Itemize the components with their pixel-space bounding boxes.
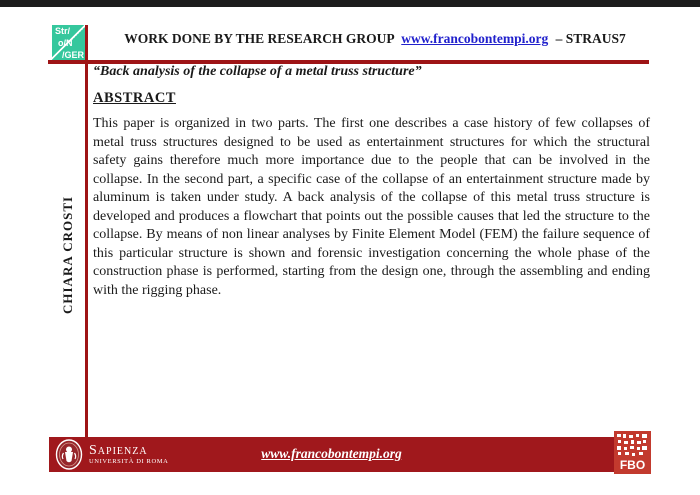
- header-website-link[interactable]: www.francobontempi.org: [401, 31, 549, 46]
- abstract-heading: ABSTRACT: [93, 90, 176, 106]
- logo-line-2: o/N: [58, 38, 73, 48]
- header-text-suffix: – STRAUS7: [555, 31, 626, 46]
- top-border-bar: [0, 0, 700, 7]
- abstract-body: This paper is organized in two parts. The first one describes a case history of few collapses of metal truss structures designed to be used as entertainment structures for which the structural safety gains therefore much more importance due to the people that can be involved in the collapse. In the second part, a specific case of the collapse of an entertainment structure made by aluminum is taken under study. A back analysis of the collapse of this metal truss structure is developed and produces a flowchart that points out the possible causes that led the structure to the collapse. By means of non linear analyses by Finite Element Model (FEM) the failure sequence of this particular structure is shown and forensic investigation concerning the whole phase of the construction phase is performed, starting from the design one, through the assembling and ending with the rigging phase.: [93, 116, 650, 298]
- footer-bar: [49, 437, 614, 472]
- fbo-seal-icon: [614, 431, 651, 474]
- logo-line-1: Str/: [55, 26, 71, 36]
- author-name-vertical: CHIARA CROSTI: [60, 195, 75, 315]
- footer-website-link[interactable]: www.francobontempi.org: [261, 446, 402, 461]
- logo-line-3: /GER: [61, 50, 84, 60]
- seal-letters: FBO: [619, 458, 646, 472]
- paper-title: “Back analysis of the collapse of a metal truss structure”: [93, 64, 422, 79]
- left-vertical-rule: [85, 25, 88, 437]
- header-banner: [95, 31, 655, 47]
- sapienza-subtitle: UNIVERSITÀ DI ROMA: [89, 458, 169, 465]
- stronger-group-logo-icon: [52, 25, 86, 61]
- sapienza-name: Sapienza: [89, 443, 148, 458]
- header-text-prefix: WORK DONE BY THE RESEARCH GROUP: [124, 31, 394, 46]
